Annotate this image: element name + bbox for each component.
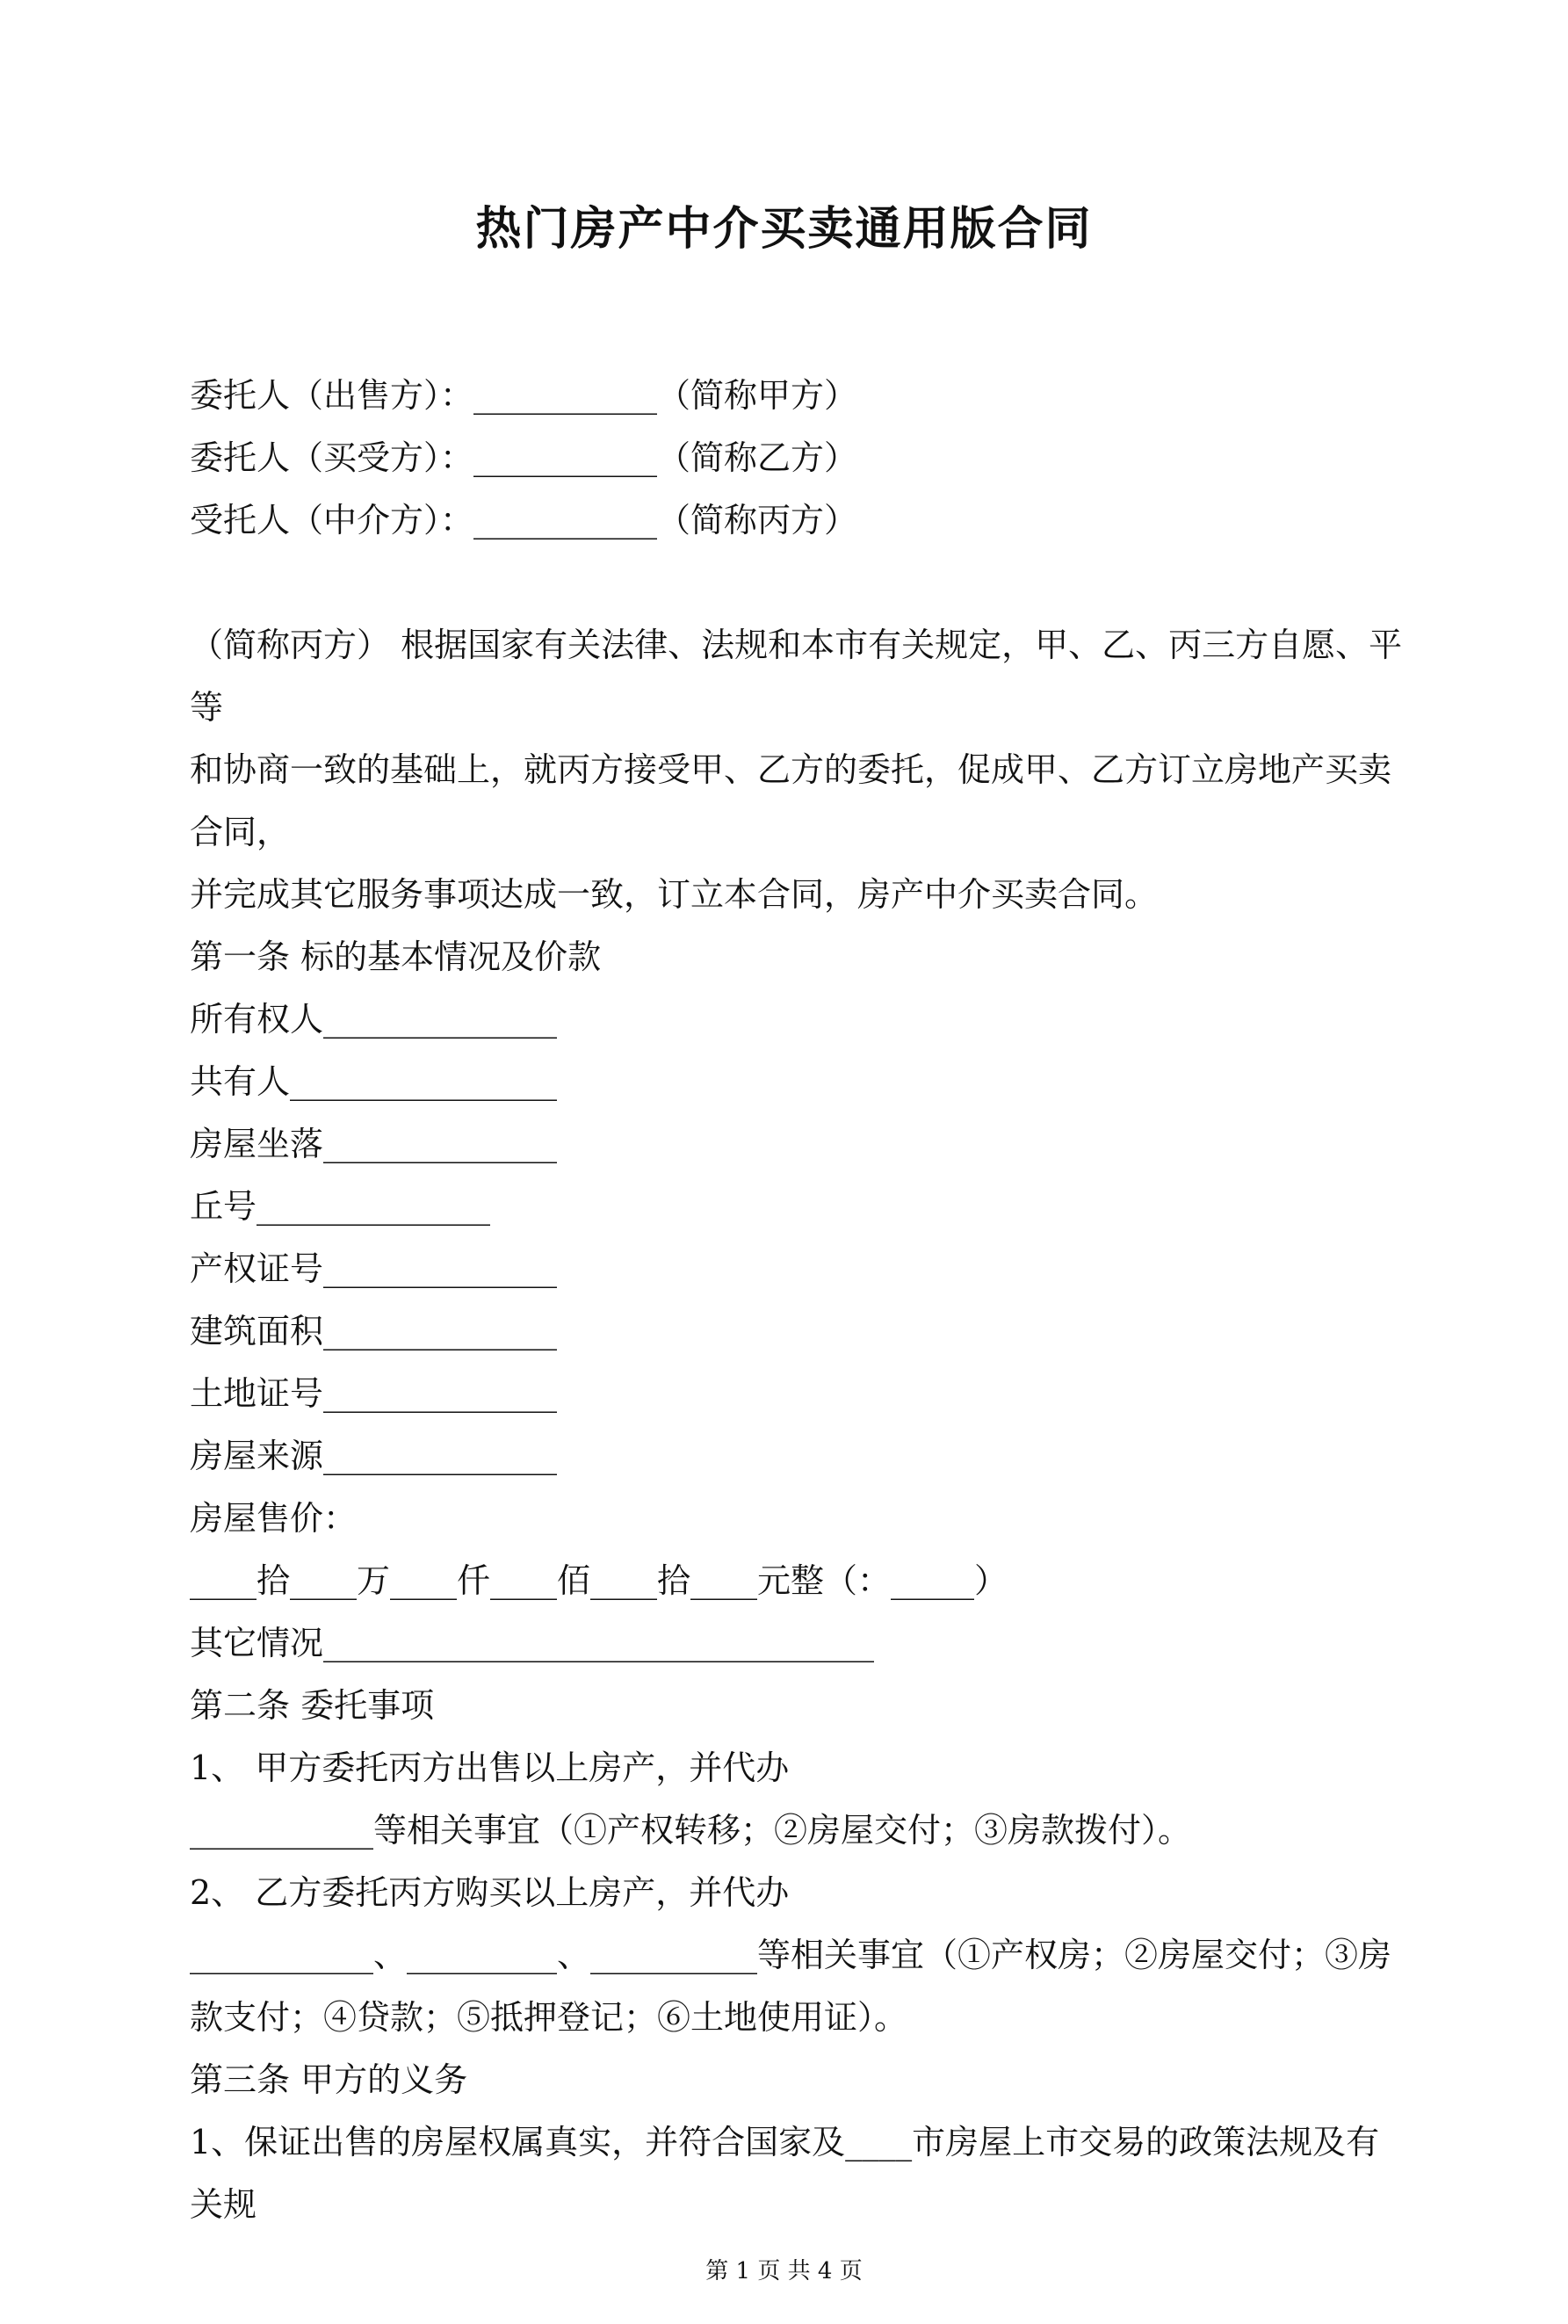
body-line: 款支付；④贷款；⑤抵押登记；⑥土地使用证）。: [190, 1998, 908, 2037]
body-line: ___________等相关事宜（①产权转移；②房屋交付；③房款拨付）。: [190, 1811, 1192, 1850]
body-line: 其它情况_________________________________: [190, 1624, 875, 1662]
body-line: 共有人________________: [190, 1062, 558, 1101]
body-line: ____拾____万____仟____佰____拾____元整（：_____）: [190, 1561, 1008, 1600]
body-line: 土地证号______________: [190, 1374, 558, 1413]
body-line: 产权证号______________: [190, 1249, 558, 1288]
body-line: ___________、_________、__________等相关事宜（①产权房；②房屋交付；③房: [190, 1936, 1392, 1974]
body-line: 并完成其它服务事项达成一致，订立本合同，房产中介买卖合同。: [190, 875, 1159, 914]
body-line: 和协商一致的基础上，就丙方接受甲、乙方的委托，促成甲、乙方订立房地产买卖合同，: [190, 750, 1392, 851]
body-line: 1、保证出售的房屋权属真实，并符合国家及____市房屋上市交易的政策法规及有关规: [190, 2123, 1380, 2224]
body-line: 房屋售价：: [190, 1499, 358, 1538]
body-line: 建筑面积______________: [190, 1312, 558, 1350]
body-line: 1、 甲方委托丙方出售以上房产，并代办: [190, 1748, 790, 1787]
page-footer: 第 1 页 共 4 页: [705, 2258, 863, 2284]
document-title: 热门房产中介买卖通用版合同: [475, 202, 1093, 256]
party-agent: 受托人（中介方）：___________（简称丙方）: [190, 501, 858, 539]
body-line: 第二条 委托事项: [190, 1686, 435, 1725]
body-line: 2、 乙方委托丙方购买以上房产，并代办: [190, 1873, 790, 1912]
body-line: 第三条 甲方的义务: [190, 2060, 468, 2099]
body-line: 第一条 标的基本情况及价款: [190, 938, 602, 976]
body-line: 房屋坐落______________: [190, 1125, 558, 1163]
parties-section: [190, 365, 1410, 552]
body-line: 丘号______________: [190, 1187, 491, 1226]
body-line: （简称丙方） 根据国家有关法律、法规和本市有关规定，甲、乙、丙三方自愿、平等: [190, 626, 1403, 727]
party-seller: 委托人（出售方）：___________（简称甲方）: [190, 376, 858, 415]
body-line: 房屋来源______________: [190, 1437, 558, 1475]
party-buyer: 委托人（买受方）：___________（简称乙方）: [190, 438, 858, 477]
contract-body: [190, 614, 1410, 2236]
body-line: 所有权人______________: [190, 1000, 558, 1039]
